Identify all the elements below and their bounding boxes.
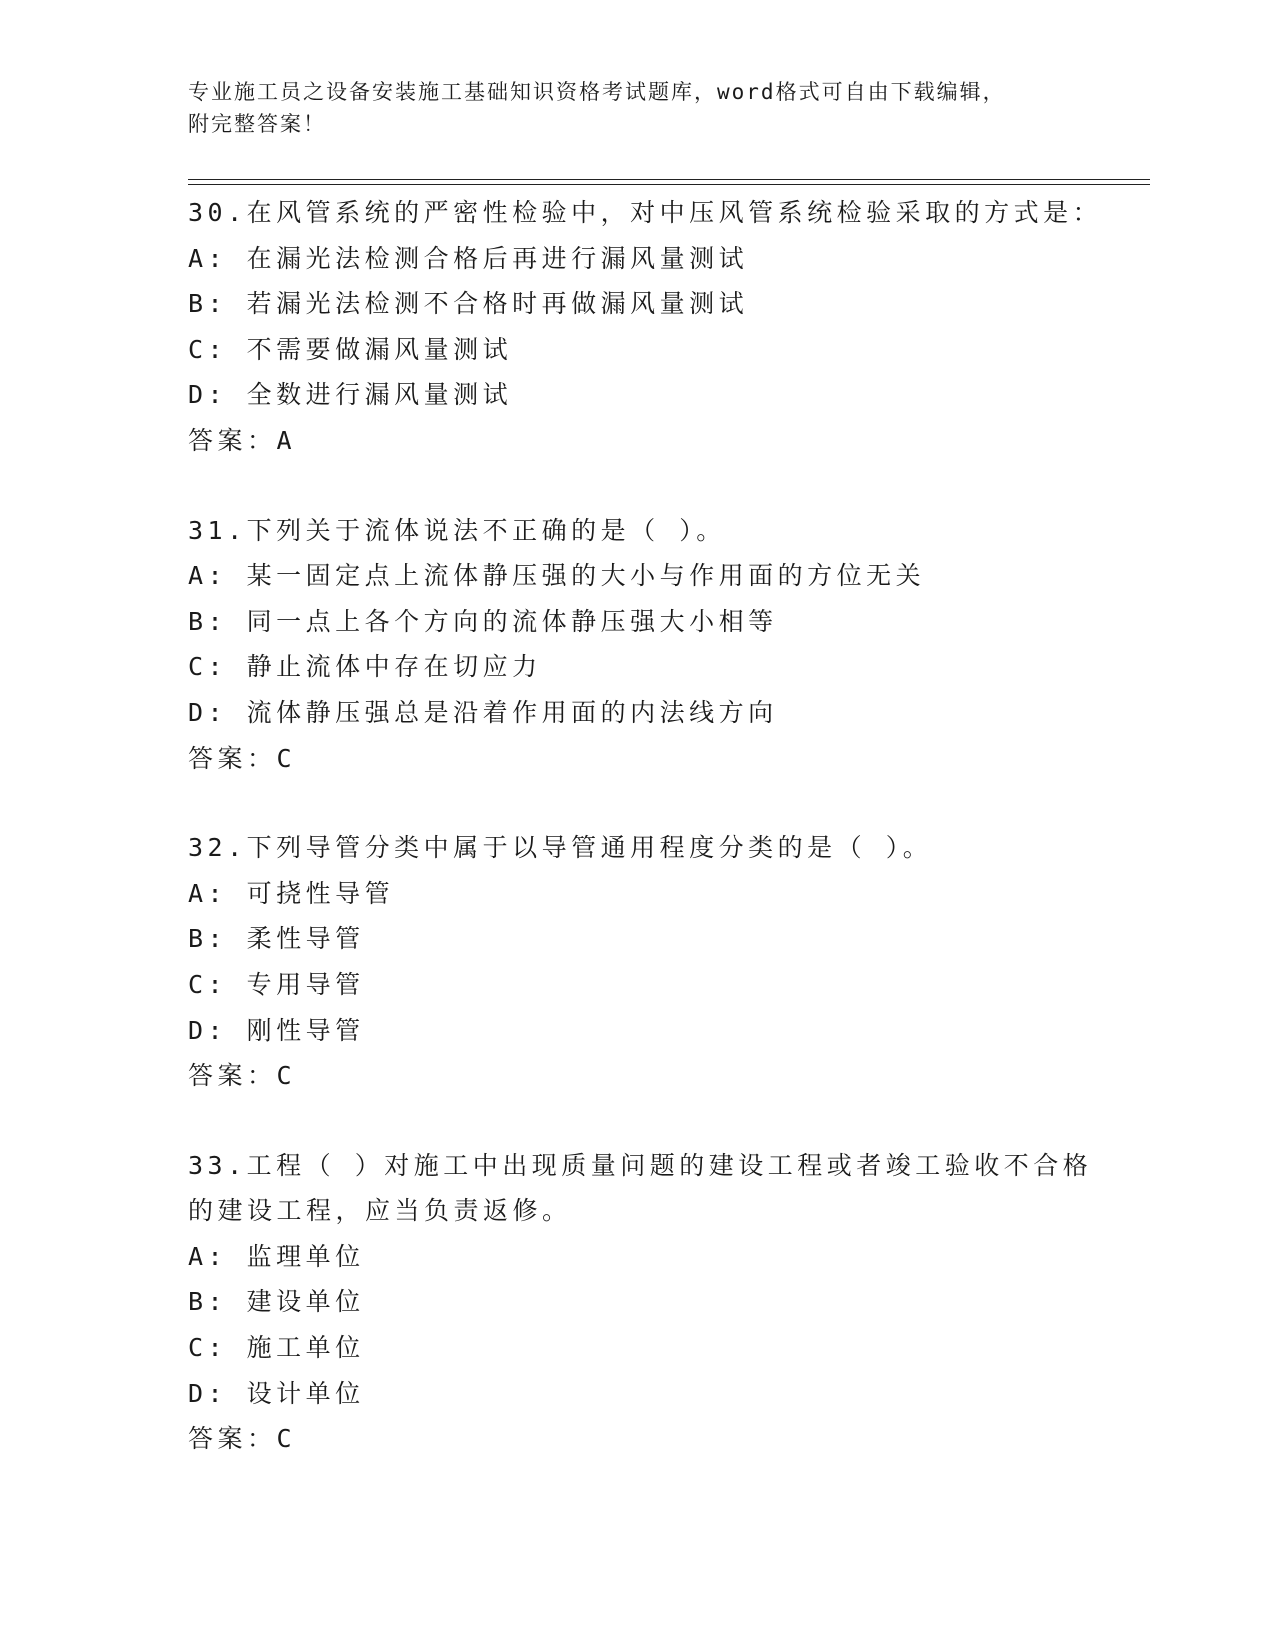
option-a: A: 在漏光法检测合格后再进行漏风量测试 (188, 243, 749, 273)
question-stem: 31.下列关于流体说法不正确的是（ ）。 (188, 515, 726, 545)
question-stem: 30.在风管系统的严密性检验中，对中压风管系统检验采取的方式是： (188, 198, 1103, 227)
option-a: A: 可挠性导管 (188, 878, 395, 908)
option-b: B: 柔性导管 (188, 924, 365, 954)
question-stem-line-2: 的建设工程，应当负责返修。 (188, 1196, 572, 1226)
answer-label: 答案：C (188, 1424, 297, 1454)
option-b: B: 同一点上各个方向的流体静压强大小相等 (188, 606, 778, 636)
header-line-1: 专业施工员之设备安装施工基础知识资格考试题库，word格式可自由下载编辑， (188, 80, 1006, 104)
option-c: C: 静止流体中存在切应力 (188, 652, 542, 682)
option-d: D: 刚性导管 (188, 1015, 365, 1045)
answer-label: 答案：C (188, 743, 297, 773)
header-line-2: 附完整答案！ (188, 112, 326, 136)
question-33 (188, 1143, 1148, 1462)
question-32 (188, 825, 1148, 1099)
answer-label: 答案：A (188, 425, 297, 455)
question-31 (188, 508, 1148, 782)
question-30 (188, 190, 1148, 464)
option-a: A: 某一固定点上流体静压强的大小与作用面的方位无关 (188, 561, 926, 591)
option-d: D: 设计单位 (188, 1378, 365, 1408)
option-c: C: 专用导管 (188, 969, 365, 999)
option-b: B: 建设单位 (188, 1287, 365, 1317)
document-header (188, 76, 1088, 140)
answer-label: 答案：C (188, 1061, 297, 1091)
question-list (188, 190, 1148, 1506)
option-d: D: 流体静压强总是沿着作用面的内法线方向 (188, 697, 778, 727)
option-c: C: 不需要做漏风量测试 (188, 334, 513, 364)
option-b: B: 若漏光法检测不合格时再做漏风量测试 (188, 289, 749, 319)
option-c: C: 施工单位 (188, 1333, 365, 1363)
question-stem-line-1: 33.工程（ ）对施工中出现质量问题的建设工程或者竣工验收不合格 (188, 1150, 1093, 1180)
header-double-rule (188, 179, 1150, 185)
question-stem: 32.下列导管分类中属于以导管通用程度分类的是（ ）。 (188, 833, 933, 863)
option-d: D: 全数进行漏风量测试 (188, 380, 513, 410)
option-a: A: 监理单位 (188, 1241, 365, 1271)
